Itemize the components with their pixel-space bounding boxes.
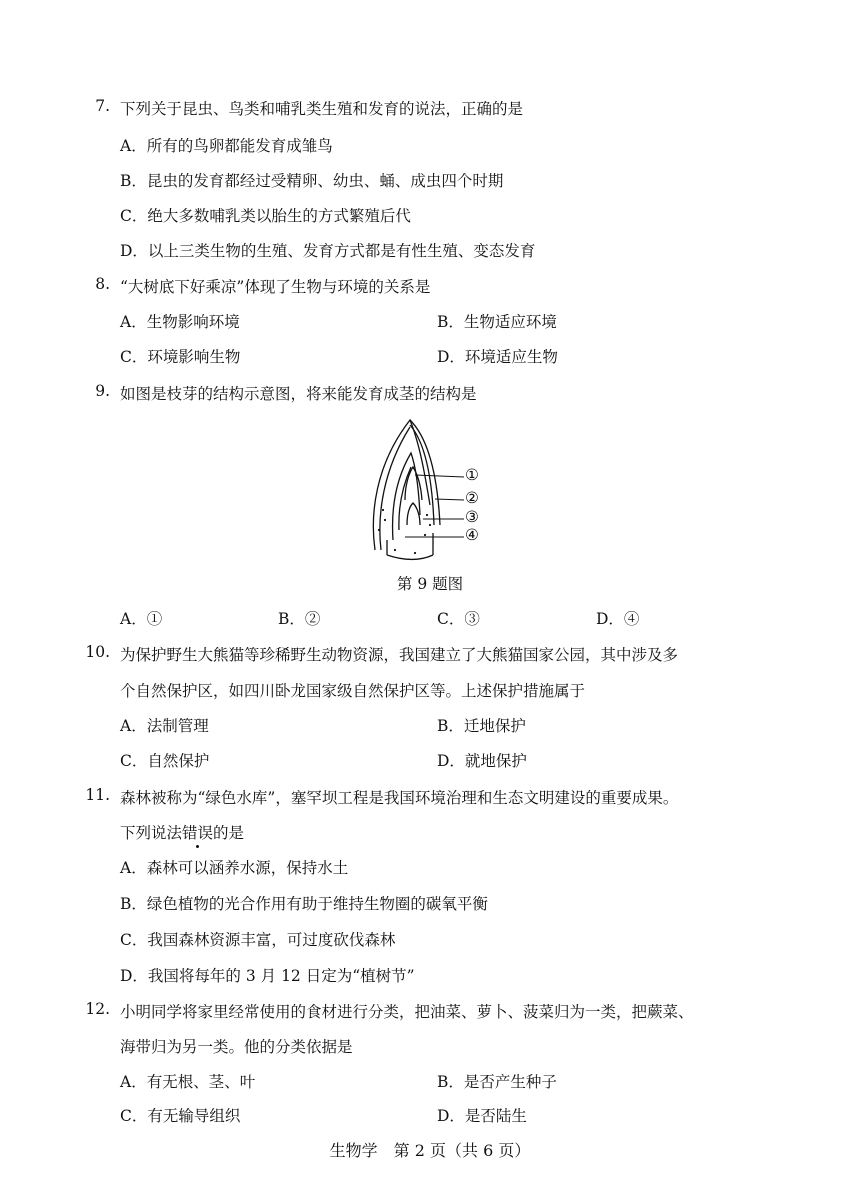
question-7-option-a: A．所有的鸟卵都能发育成雏鸟 (120, 137, 333, 155)
question-9-option-a: A．① (120, 610, 163, 628)
question-11-option-d: D．我国将每年的 3 月 12 日定为“植树节” (120, 967, 415, 985)
question-10-stem-line-1: 为保护野生大熊猫等珍稀野生动物资源，我国建立了大熊猫国家公园，其中涉及多 (120, 646, 679, 664)
question-10-stem-line-2: 个自然保护区，如四川卧龙国家级自然保护区等。上述保护措施属于 (120, 682, 586, 700)
question-11-stem-line-1: 森林被称为“绿色水库”，塞罕坝工程是我国环境治理和生态文明建设的重要成果。 (120, 789, 679, 807)
question-11-stem-suffix: 的是 (213, 824, 245, 842)
figure-label-2: ② (465, 489, 479, 507)
question-12-stem-line-1: 小明同学将家里经常使用的食材进行分类，把油菜、萝卜、菠菜归为一类，把蕨菜、 (120, 1003, 694, 1021)
question-12-option-a: A．有无根、茎、叶 (120, 1073, 256, 1091)
question-8-option-d: D．环境适应生物 (437, 348, 558, 366)
question-12-option-b: B．是否产生种子 (437, 1073, 557, 1091)
question-7-number: 7. (95, 97, 110, 115)
question-12-stem-line-2: 海带归为另一类。他的分类依据是 (120, 1038, 353, 1056)
question-10-option-b: B．迁地保护 (437, 717, 526, 735)
question-9-number: 9. (95, 382, 110, 400)
question-9-option-b: B．② (278, 610, 321, 628)
figure-label-4: ④ (465, 526, 479, 544)
question-9-option-c: C．③ (437, 610, 480, 628)
question-11-option-c: C．我国森林资源丰富，可过度砍伐森林 (120, 931, 396, 949)
question-8-number: 8. (95, 275, 110, 293)
question-10-number: 10. (85, 643, 110, 661)
figure-label-3: ③ (465, 508, 479, 526)
question-8-stem: “大树底下好乘凉”体现了生物与环境的关系是 (120, 278, 431, 296)
figure-caption: 第 9 题图 (396, 575, 464, 593)
question-7-option-b: B．昆虫的发育都经过受精卵、幼虫、蛹、成虫四个时期 (120, 172, 504, 190)
question-7-option-c: C．绝大多数哺乳类以胎生的方式繁殖后代 (120, 207, 411, 225)
question-11-option-a: A．森林可以涵养水源，保持水土 (120, 859, 349, 877)
question-11-stem-line-2 (120, 821, 244, 843)
question-7-stem: 下列关于昆虫、鸟类和哺乳类生殖和发育的说法，正确的是 (120, 100, 524, 118)
question-12-number: 12. (85, 1000, 110, 1018)
figure-label-1: ① (465, 466, 479, 484)
question-9-option-d: D．④ (596, 610, 640, 628)
question-8-option-b: B．生物适应环境 (437, 313, 557, 331)
question-8-option-a: A．生物影响环境 (120, 313, 240, 331)
question-12-option-d: D．是否陆生 (437, 1107, 527, 1125)
question-12-option-c: C．有无输导组织 (120, 1107, 241, 1125)
bud-structure-figure (365, 415, 495, 565)
question-11-emphasis: 错误 (182, 824, 214, 842)
question-9-stem: 如图是枝芽的结构示意图，将来能发育成茎的结构是 (120, 385, 477, 403)
question-10-option-a: A．法制管理 (120, 717, 209, 735)
question-11-option-b: B．绿色植物的光合作用有助于维持生物圈的碳氧平衡 (120, 895, 488, 913)
question-11-number: 11. (85, 786, 110, 804)
question-8-option-c: C．环境影响生物 (120, 348, 241, 366)
question-10-option-c: C．自然保护 (120, 752, 210, 770)
question-10-option-d: D．就地保护 (437, 752, 527, 770)
question-11-stem-prefix: 下列说法 (120, 824, 183, 842)
page-footer: 生物学 第 2 页（共 6 页） (329, 1141, 531, 1160)
question-7-option-d: D．以上三类生物的生殖、发育方式都是有性生殖、变态发育 (120, 242, 536, 260)
